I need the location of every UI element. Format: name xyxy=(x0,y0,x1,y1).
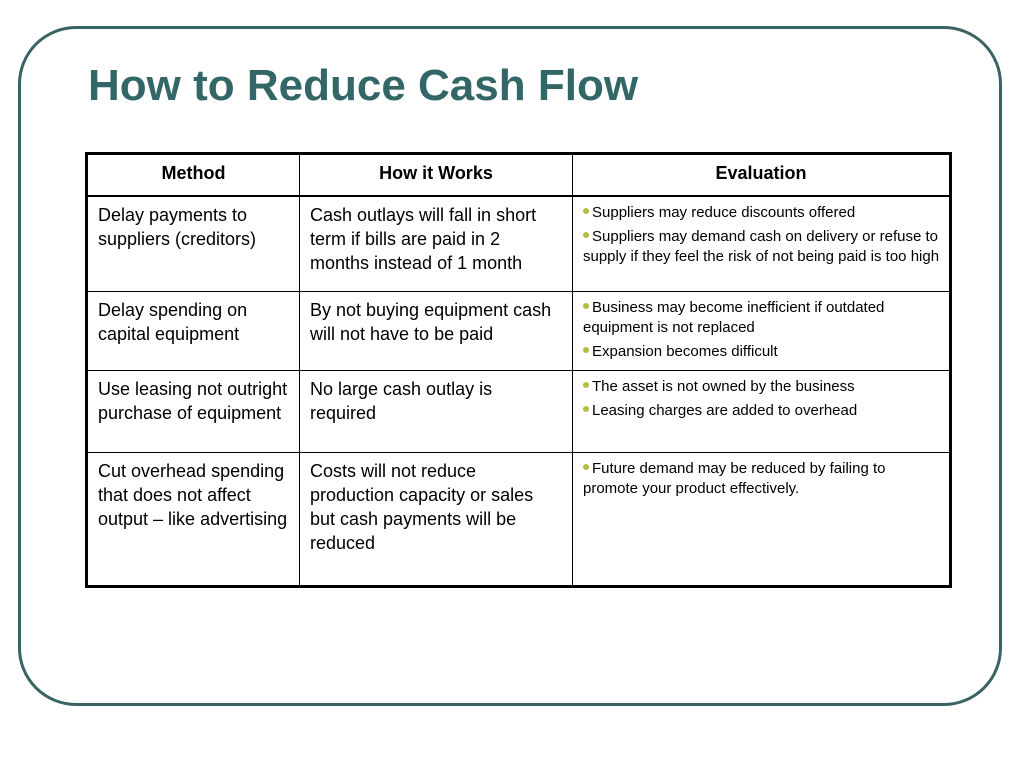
bullet-dot-icon xyxy=(583,382,589,388)
how-cell: By not buying equipment cash will not have to be paid xyxy=(300,292,573,371)
method-cell: Delay payments to suppliers (creditors) xyxy=(87,196,300,292)
evaluation-bullet xyxy=(583,298,941,338)
header-row xyxy=(87,154,951,196)
evaluation-cell xyxy=(573,371,951,453)
table-row xyxy=(87,292,951,371)
evaluation-text: Future demand may be reduced by failing to promote your product effectively. xyxy=(583,460,886,497)
evaluation-bullet xyxy=(583,459,941,499)
evaluation-bullet xyxy=(583,377,941,397)
table-row xyxy=(87,453,951,587)
evaluation-cell xyxy=(573,196,951,292)
header-method: Method xyxy=(87,154,300,196)
bullet-dot-icon xyxy=(583,406,589,412)
evaluation-cell xyxy=(573,453,951,587)
evaluation-text: Suppliers may reduce discounts offered xyxy=(592,203,856,221)
evaluation-bullet xyxy=(583,401,941,421)
evaluation-text: The asset is not owned by the business xyxy=(592,378,855,395)
how-cell: Cash outlays will fall in short term if bills are paid in 2 months instead of 1 month xyxy=(300,196,573,292)
header-how-it-works: How it Works xyxy=(300,154,573,196)
bullet-dot-icon xyxy=(583,208,589,214)
evaluation-cell xyxy=(573,292,951,371)
method-cell: Cut overhead spending that does not affect output – like advertising xyxy=(87,453,300,587)
evaluation-bullet xyxy=(583,203,941,223)
method-cell: Use leasing not outright purchase of equipment xyxy=(87,371,300,453)
cash-flow-table xyxy=(85,152,952,588)
evaluation-text: Business may become inefficient if outdated equipment is not replaced xyxy=(583,299,885,336)
method-cell: Delay spending on capital equipment xyxy=(87,292,300,371)
how-cell: No large cash outlay is required xyxy=(300,371,573,453)
bullet-dot-icon xyxy=(583,232,589,238)
evaluation-bullet xyxy=(583,227,941,267)
evaluation-bullet xyxy=(583,342,941,362)
table-row xyxy=(87,196,951,292)
bullet-dot-icon xyxy=(583,303,589,309)
slide-title: How to Reduce Cash Flow xyxy=(88,61,639,110)
how-cell: Costs will not reduce production capacity or sales but cash payments will be reduced xyxy=(300,453,573,587)
bullet-dot-icon xyxy=(583,347,589,353)
evaluation-text: Expansion becomes difficult xyxy=(592,343,778,360)
evaluation-text: Suppliers may demand cash on delivery or refuse to supply if they feel the risk of not being paid is too high xyxy=(583,227,940,265)
evaluation-text: Leasing charges are added to overhead xyxy=(592,402,858,419)
table-row xyxy=(87,371,951,453)
bullet-dot-icon xyxy=(583,464,589,470)
header-evaluation: Evaluation xyxy=(573,154,951,196)
